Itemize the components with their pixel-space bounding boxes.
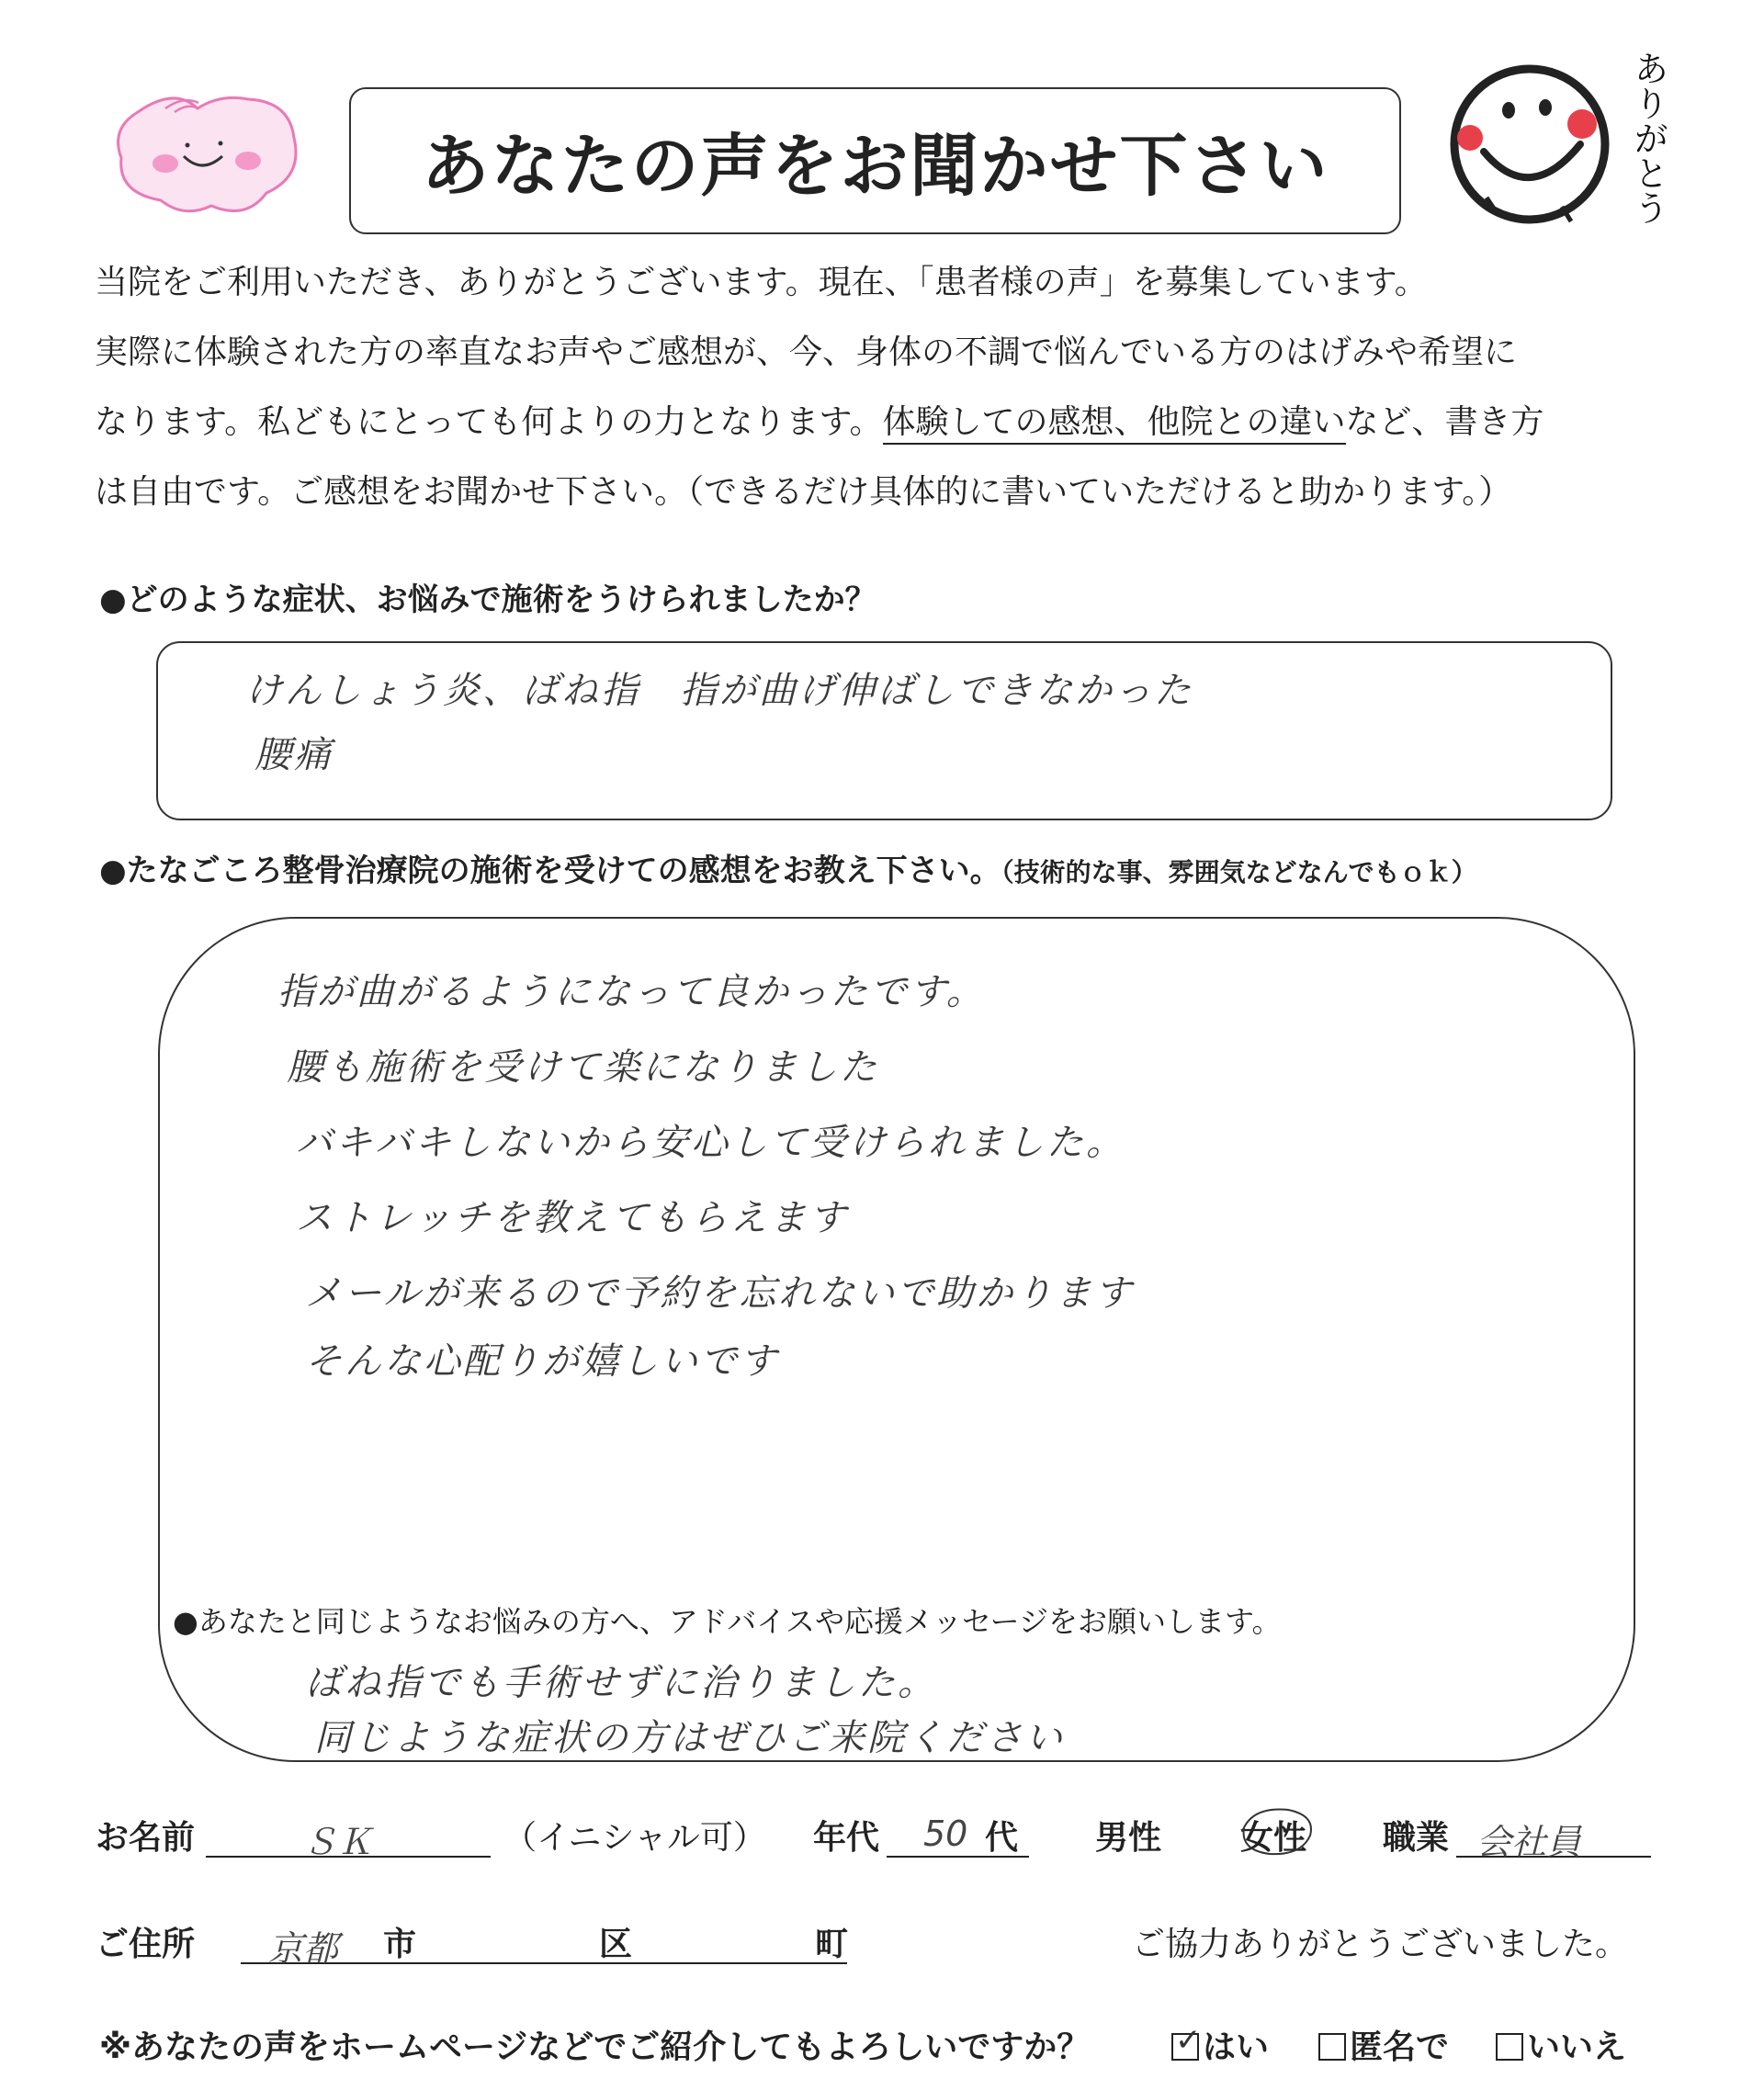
age-value: 50 — [923, 1813, 968, 1854]
age-label: 年代 — [813, 1819, 880, 1857]
answer-box-2 — [158, 917, 1635, 1762]
consent-yes-label: はい — [1203, 2028, 1270, 2066]
consent-no-label: いいえ — [1527, 2028, 1627, 2066]
answer-1-line-1: けんしょう炎、ばね指 指が曲げ伸ばしできなかった — [245, 670, 1193, 712]
answer-2-line-6: そんな心配りが嬉しいです — [305, 1340, 779, 1383]
consent-anonymous-label: 匿名で — [1350, 2028, 1450, 2066]
job-field — [1456, 1812, 1651, 1862]
smiley-face-icon — [1442, 60, 1617, 234]
check-mark-icon: ✓ — [1175, 2022, 1202, 2059]
thanks-message: ご協力ありがとうございました。 — [1132, 1926, 1629, 1963]
question-2 — [99, 845, 1477, 890]
intro-line-3-pre: なります。私どもにとっても何よりの力となります。 — [95, 403, 883, 441]
question-2-text: ●たなごころ整骨治療院の施術を受けての感想をお教え下さい。 — [99, 853, 1001, 889]
answer-2-line-3: バキバキしないから安心して受けられました。 — [296, 1122, 1125, 1164]
checkbox-anonymous[interactable] — [1318, 2033, 1346, 2061]
address-label: ご住所 — [96, 1926, 196, 1963]
name-value: ＳＫ — [302, 1822, 373, 1862]
checkbox-no[interactable] — [1496, 2033, 1523, 2061]
gender-male: 男性 — [1095, 1819, 1162, 1857]
intro-line-2: 実際に体験された方の率直なお声やご感想が、今、身体の不調で悩んでいる方のはげみや希望に — [95, 333, 1518, 371]
job-value: 会社員 — [1476, 1822, 1582, 1862]
question-3: ●あなたと同じようなお悩みの方へ、アドバイスや応援メッセージをお願いします。 — [173, 1604, 1282, 1639]
checkbox-yes[interactable] — [1171, 2022, 1202, 2061]
title-box — [349, 87, 1401, 234]
consent-option-anonymous[interactable] — [1318, 2021, 1449, 2068]
address-city: 市 — [383, 1926, 417, 1963]
address-field — [241, 1918, 849, 1969]
page-title: あなたの声をお聞かせ下さい — [421, 127, 1329, 206]
answer-3-line-1: ばね指でも手術せずに治りました。 — [305, 1662, 937, 1704]
answer-2-line-5: メールが来るので予約を忘れないで助かります — [305, 1272, 1135, 1315]
consent-option-yes[interactable] — [1171, 2021, 1269, 2068]
answer-3-line-2: 同じような症状の方はぜひご来院ください — [314, 1717, 1065, 1759]
intro-underlined: 体験しての感想、他院との違い — [883, 403, 1346, 445]
gender-female-label: 女性 — [1240, 1819, 1307, 1857]
age-suffix: 代 — [985, 1819, 1019, 1857]
consent-option-no[interactable] — [1496, 2021, 1626, 2068]
arigatou-text: ありがとう — [1628, 51, 1668, 225]
address-ward: 区 — [599, 1926, 633, 1963]
age-field — [887, 1812, 1029, 1858]
question-2-note: （技術的な事、雰囲気などなんでもｏｋ） — [1001, 857, 1477, 887]
intro-paragraph — [95, 248, 1675, 527]
name-label: お名前 — [96, 1819, 196, 1857]
female-circled-mark — [1233, 1804, 1317, 1859]
name-field — [206, 1812, 491, 1862]
answer-2-line-1: 指が曲がるようになって良かったです。 — [277, 971, 986, 1013]
address-value: 京都 — [268, 1928, 339, 1969]
mascot-illustration — [110, 92, 303, 220]
answer-2-line-4: ストレッチを教えてもらえます — [296, 1197, 849, 1239]
answer-2-line-2: 腰も施術を受けて楽になりました — [287, 1046, 879, 1089]
answer-box-1 — [156, 641, 1612, 820]
gender-female — [1240, 1812, 1306, 1859]
arigatou-vertical-text — [1628, 51, 1683, 233]
intro-line-3 — [95, 388, 1675, 458]
job-label: 職業 — [1383, 1819, 1450, 1857]
address-town: 町 — [815, 1926, 849, 1963]
intro-line-4: は自由です。ご感想をお聞かせ下さい。（できるだけ具体的に書いていただけると助かります。） — [95, 473, 1512, 511]
initial-note: （イニシャル可） — [503, 1819, 766, 1857]
answer-1-line-2: 腰痛 — [254, 734, 334, 776]
intro-line-1: 当院をご利用いただき、ありがとうございます。現在、「患者様の声」を募集しています。 — [95, 264, 1428, 301]
question-1: ●どのような症状、お悩みで施術をうけられましたか？ — [99, 582, 876, 618]
consent-question: ※あなたの声をホームページなどでご紹介してもよろしいですか？ — [99, 2028, 1091, 2066]
intro-line-3-post: など、書き方 — [1345, 403, 1544, 441]
